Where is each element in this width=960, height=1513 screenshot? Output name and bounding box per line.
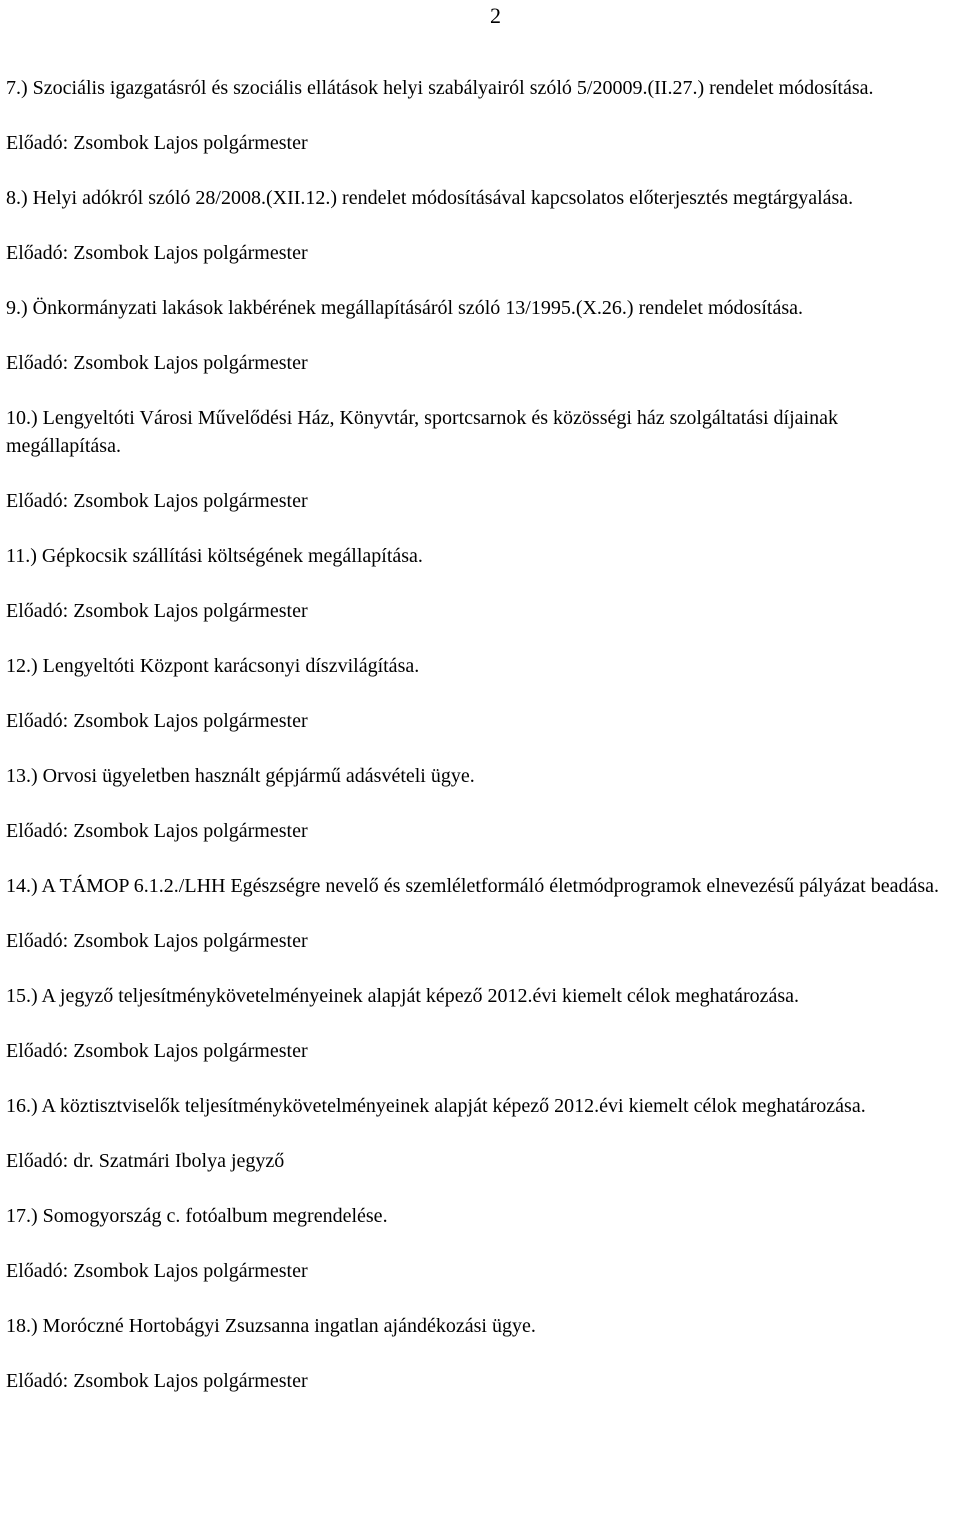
agenda-item-15 xyxy=(6,982,956,1065)
agenda-item-presenter: Előadó: Zsombok Lajos polgármester xyxy=(6,242,308,264)
agenda-item-13 xyxy=(6,762,956,845)
agenda-item-title: 12.) Lengyeltóti Központ karácsonyi díszvilágítása. xyxy=(6,655,420,677)
agenda-item-9 xyxy=(6,294,956,377)
agenda-item-presenter: Előadó: Zsombok Lajos polgármester xyxy=(6,490,308,512)
agenda-item-10 xyxy=(6,404,956,515)
agenda-item-presenter: Előadó: Zsombok Lajos polgármester xyxy=(6,132,308,154)
page-number: 2 xyxy=(490,3,501,28)
agenda-item-title: 18.) Moróczné Hortobágyi Zsuzsanna ingatlan ajándékozási ügye. xyxy=(6,1315,536,1337)
agenda-item-title: 11.) Gépkocsik szállítási költségének megállapítása. xyxy=(6,545,423,567)
agenda-item-17 xyxy=(6,1202,956,1285)
agenda-item-14 xyxy=(6,872,956,955)
agenda-item-presenter: Előadó: Zsombok Lajos polgármester xyxy=(6,1370,308,1392)
agenda-list xyxy=(6,74,956,1395)
agenda-item-title: 17.) Somogyország c. fotóalbum megrendelése. xyxy=(6,1205,388,1227)
agenda-item-title: 8.) Helyi adókról szóló 28/2008.(XII.12.) rendelet módosításával kapcsolatos előterjesztés megtárgyalása. xyxy=(6,187,854,209)
agenda-item-title: 16.) A köztisztviselők teljesítménykövetelményeinek alapját képező 2012.évi kiemelt célok meghatározása. xyxy=(6,1095,866,1117)
agenda-item-8 xyxy=(6,184,956,267)
agenda-item-presenter: Előadó: Zsombok Lajos polgármester xyxy=(6,352,308,374)
agenda-item-7 xyxy=(6,74,956,157)
agenda-item-18 xyxy=(6,1312,956,1395)
agenda-item-11 xyxy=(6,542,956,625)
agenda-item-presenter: Előadó: Zsombok Lajos polgármester xyxy=(6,930,308,952)
agenda-item-title: 7.) Szociális igazgatásról és szociális ellátások helyi szabályairól szóló 5/20009.(II.27.) rendelet módosítása. xyxy=(6,77,874,99)
agenda-item-presenter: Előadó: Zsombok Lajos polgármester xyxy=(6,600,308,622)
agenda-item-presenter: Előadó: Zsombok Lajos polgármester xyxy=(6,710,308,732)
agenda-item-title: 13.) Orvosi ügyeletben használt gépjármű adásvételi ügye. xyxy=(6,765,475,787)
agenda-item-presenter: Előadó: Zsombok Lajos polgármester xyxy=(6,820,308,842)
agenda-item-presenter: Előadó: Zsombok Lajos polgármester xyxy=(6,1260,308,1282)
agenda-item-presenter: Előadó: dr. Szatmári Ibolya jegyző xyxy=(6,1150,285,1172)
agenda-item-16 xyxy=(6,1092,956,1175)
agenda-item-12 xyxy=(6,652,956,735)
agenda-item-title: 15.) A jegyző teljesítménykövetelményeinek alapját képező 2012.évi kiemelt célok meghatározása. xyxy=(6,985,800,1007)
agenda-item-presenter: Előadó: Zsombok Lajos polgármester xyxy=(6,1040,308,1062)
agenda-item-title: 14.) A TÁMOP 6.1.2./LHH Egészségre nevelő és szemléletformáló életmódprogramok elnevezésű pályázat beadása. xyxy=(6,875,940,897)
agenda-item-title: 10.) Lengyeltóti Városi Művelődési Ház, Könyvtár, sportcsarnok és közösségi ház szolgáltatási díjainak megállapítása. xyxy=(6,407,838,457)
agenda-item-title: 9.) Önkormányzati lakások lakbérének megállapításáról szóló 13/1995.(X.26.) rendelet módosítása. xyxy=(6,297,803,319)
